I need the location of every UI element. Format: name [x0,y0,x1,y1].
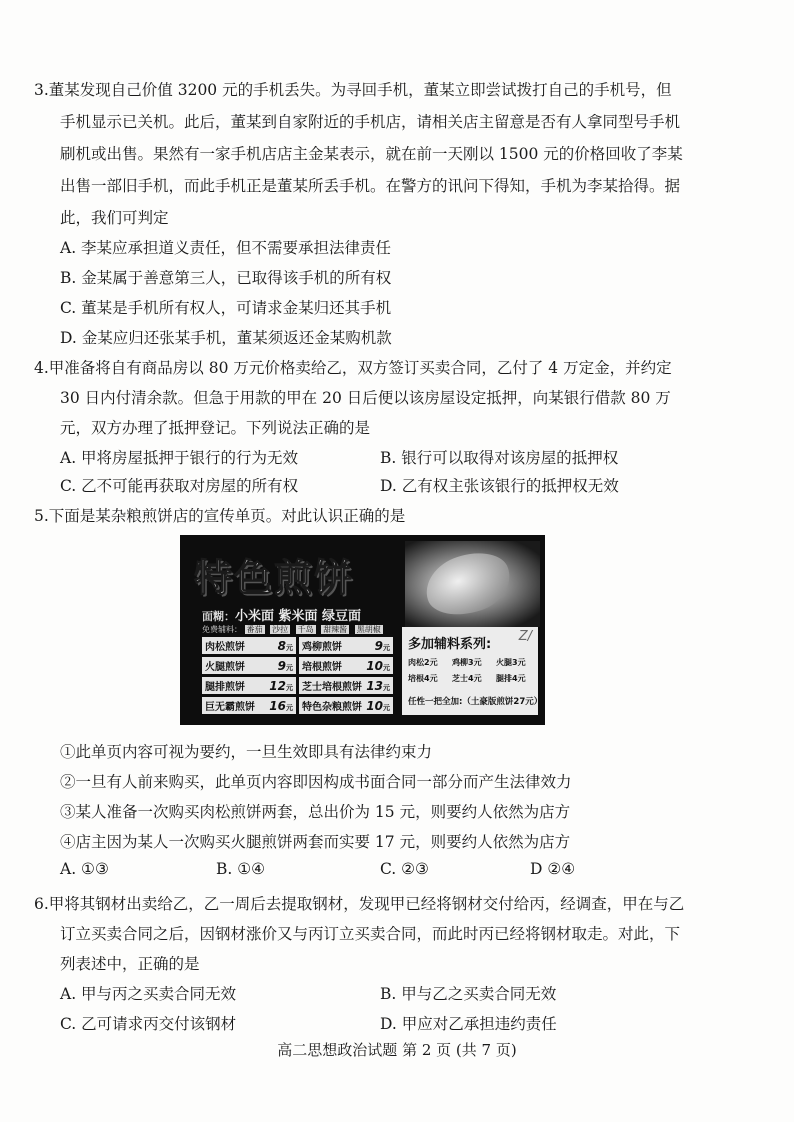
menu-item-name: 巨无霸煎饼 [205,702,255,713]
menu-item-unit: 元 [383,643,390,652]
q3-line-5: 此，我们可判定 [60,209,169,227]
q3-line-4: 出售一部旧手机，而此手机正是董某所丢手机。在警方的讯问下得知，手机为李某拾得。据 [60,177,681,195]
q3-line-1: 3.董某发现自己价值 3200 元的手机丢失。为寻回手机，董某立即尝试拨打自己的手机号，但 [34,81,672,99]
menu-item-price: 9 [277,658,286,673]
q4-option-c: C. 乙不可能再获取对房屋的所有权 [60,477,299,495]
menu-item [299,677,393,694]
pancake-shape [418,543,518,625]
menu-item-name: 肉松煎饼 [205,642,245,653]
menu-item [202,697,296,714]
flyer-flour-label: 面糊： [202,610,235,623]
menu-item-unit: 元 [286,683,293,692]
topping-item: 甜辣酱 [323,625,348,634]
menu-item-unit: 元 [286,703,293,712]
menu-item-unit: 元 [383,703,390,712]
topping-item: 沙拉 [272,625,289,634]
q3-option-a: A. 李某应承担道义责任，但不需要承担法律责任 [60,239,392,257]
menu-item [299,637,393,654]
menu-item-price: 16 [269,698,286,713]
extra-item: 培根4元 [408,674,438,683]
extra-item: 火腿3元 [496,658,526,667]
flyer-extras-panel [402,627,543,715]
q4-line-2: 30 日内付清余款。但急于用款的甲在 20 日后便以该房屋设定抵押，向某银行借款 80 万 [60,389,671,407]
q4-option-b: B. 银行可以取得对该房屋的抵押权 [380,449,619,467]
menu-item-price: 13 [366,678,383,693]
menu-item-name: 芝士培根煎饼 [302,682,362,693]
q6-option-a: A. 甲与丙之买卖合同无效 [60,985,237,1003]
menu-item [202,677,296,694]
q3-line-3: 刷机或出售。果然有一家手机店店主金某表示，就在前一天刚以 1500 元的价格回收了李某 [60,145,683,163]
menu-item-unit: 元 [383,663,390,672]
q6-line-3: 列表述中，正确的是 [60,955,200,973]
q3-option-c: C. 董某是手机所有权人，可请求金某归还其手机 [60,299,392,317]
q6-line-2: 订立买卖合同之后，因钢材涨价又与丙订立买卖合同，而此时丙已经将钢材取走。对此，下 [60,925,681,943]
pancake-photo [405,541,540,627]
q5-option-b: B. ①④ [216,860,266,878]
q6-line-1: 6.甲将其钢材出卖给乙，乙一周后去提取钢材，发现甲已经将钢材交付给丙，经调查，甲在与乙 [34,895,685,913]
q5-option-a: A. ①③ [60,860,109,878]
q5-statement-2: ②一旦有人前来购买，此单页内容即因构成书面合同一部分而产生法律效力 [60,773,572,791]
q5-statement-4: ④店主因为某人一次购买火腿煎饼两套而实要 17 元，则要约人依然为店方 [60,833,571,851]
flyer-flour-list: 小米面 紫米面 绿豆面 [235,609,362,624]
q5-option-d: D ②④ [530,860,576,878]
q6-option-b: B. 甲与乙之买卖合同无效 [380,985,557,1003]
topping-item: 黑胡椒 [356,625,381,634]
menu-item-price: 10 [366,698,383,713]
extra-item: 芝士4元 [452,674,482,683]
menu-item-price: 10 [366,658,383,673]
q5-option-c: C. ②③ [380,860,429,878]
q3-line-2: 手机显示已关机。此后，董某到自家附近的手机店，请相关店主留意是否有人拿同型号手机 [60,113,681,131]
q3-option-d: D. 金某应归还张某手机，董某须返还金某购机款 [60,329,392,347]
q5-line-1: 5.下面是某杂粮煎饼店的宣传单页。对此认识正确的是 [34,507,406,525]
extra-item: 腿排4元 [496,674,526,683]
menu-item [202,657,296,674]
flyer-extras-title: 多加辅料系列: [408,637,492,652]
menu-item-name: 火腿煎饼 [205,662,245,673]
q6-option-c: C. 乙可请求丙交付该钢材 [60,1015,237,1033]
menu-item-name: 腿排煎饼 [205,682,245,693]
menu-item-unit: 元 [286,663,293,672]
extra-item: 鸡柳3元 [452,658,482,667]
q4-line-3: 元，双方办理了抵押登记。下列说法正确的是 [60,419,371,437]
q5-statement-1: ①此单页内容可视为要约，一旦生效即具有法律约束力 [60,743,433,761]
page-footer: 高二思想政治试题 第 2 页 (共 7 页) [277,1041,517,1059]
topping-item: 番茄 [246,625,263,634]
flyer-toppings-label: 免费辅料： [202,625,242,634]
menu-item-price: 9 [374,638,383,653]
q3-option-b: B. 金某属于善意第三人，已取得该手机的所有权 [60,269,392,287]
q4-line-1: 4.甲准备将自有商品房以 80 万元价格卖给乙，双方签订买卖合同，乙付了 4 万定金，并约定 [34,359,672,377]
extra-item: 肉松2元 [408,658,438,667]
menu-item-price: 12 [269,678,286,693]
flyer-extras-note: 任性一把全加:（土豪版煎饼27元） [408,697,543,707]
menu-item-name: 培根煎饼 [302,662,342,673]
menu-item-unit: 元 [286,643,293,652]
menu-item [202,637,296,654]
flyer-menu [202,637,397,717]
menu-item-name: 特色杂粮煎饼 [302,702,362,713]
topping-item: 千岛 [297,625,314,634]
flyer-flours [202,605,361,624]
flyer-toppings [202,624,386,635]
menu-item-price: 8 [277,638,286,653]
menu-item [299,697,393,714]
q4-option-d: D. 乙有权主张该银行的抵押权无效 [380,477,619,495]
flyer-scribble: Z/ [518,629,532,644]
q6-option-d: D. 甲应对乙承担违约责任 [380,1015,557,1033]
flyer-title: 特色煎饼 [194,556,355,600]
q4-option-a: A. 甲将房屋抵押于银行的行为无效 [60,449,299,467]
pancake-flyer [180,535,545,725]
q5-statement-3: ③某人准备一次购买肉松煎饼两套，总出价为 15 元，则要约人依然为店方 [60,803,571,821]
menu-item-unit: 元 [383,683,390,692]
menu-item-name: 鸡柳煎饼 [302,642,342,653]
menu-item [299,657,393,674]
